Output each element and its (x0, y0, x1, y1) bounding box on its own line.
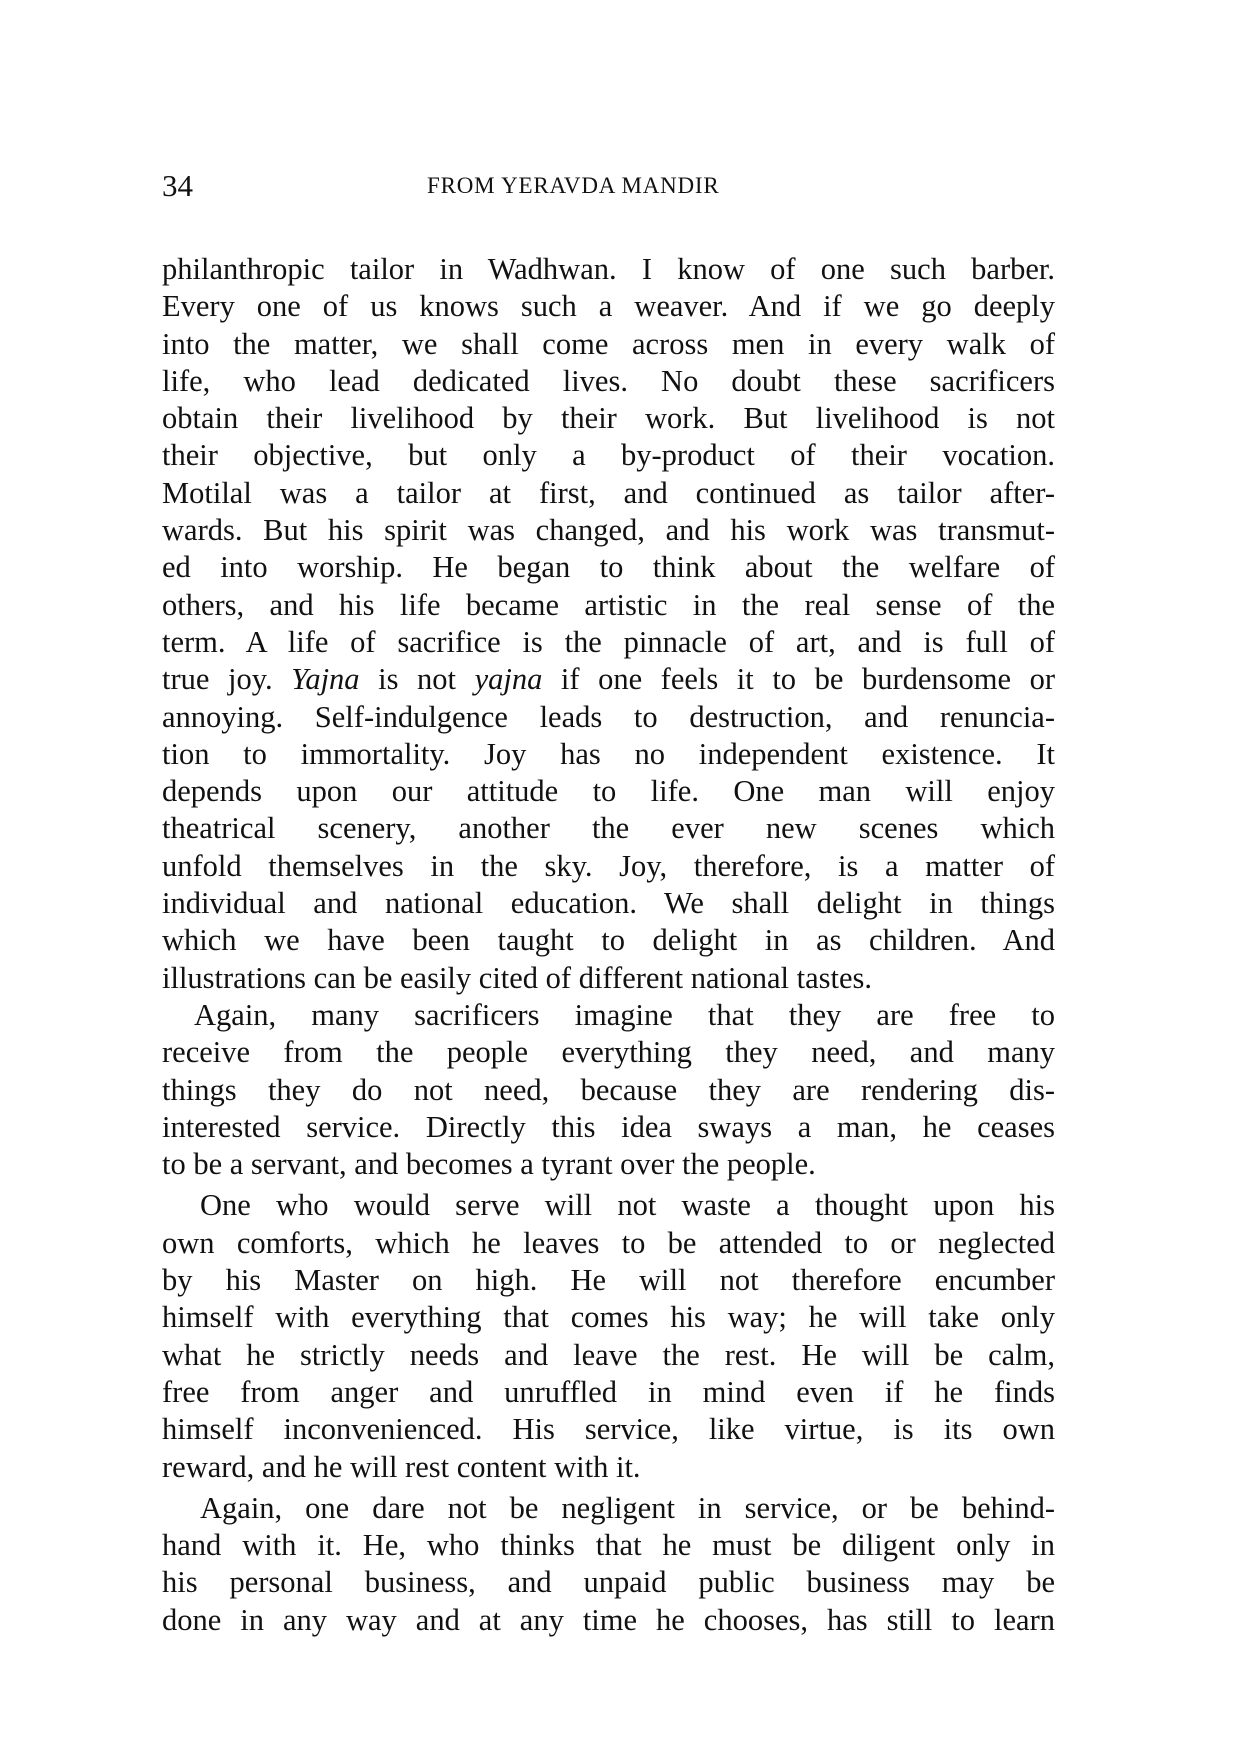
text-line: life, who lead dedicated lives. No doubt these sacrificers (162, 363, 1055, 398)
page-number: 34 (162, 168, 193, 203)
text-line: others, and his life became artistic in the real sense of the (162, 587, 1055, 622)
text-line: which we have been taught to delight in as children. And (162, 923, 1055, 958)
paragraph-4 (162, 1490, 1055, 1639)
text-line: obtain their livelihood by their work. But livelihood is not (162, 401, 1055, 436)
text-line: their objective, but only a by-product of their vocation. (162, 438, 1055, 473)
paragraph-1 (162, 251, 1055, 997)
text-run: if one feels it to be burdensome or (542, 662, 1055, 697)
italic-term: yajna (474, 662, 543, 697)
text-run: is not (359, 662, 475, 697)
text-line: Again, many sacrificers imagine that they are free to (194, 997, 1055, 1032)
text-line: himself inconvenienced. His service, like virtue, is its own (162, 1412, 1055, 1447)
text-line: illustrations can be easily cited of different national tastes. (162, 960, 873, 995)
running-head (162, 166, 1055, 206)
text-line: theatrical scenery, another the ever new scenes which (162, 811, 1055, 846)
text-run: true joy. (162, 662, 292, 697)
text-line: philanthropic tailor in Wadhwan. I know of one such barber. (162, 252, 1055, 286)
text-line: term. A life of sacrifice is the pinnacle of art, and is full of (162, 624, 1055, 659)
text-line: things they do not need, because they are rendering dis- (162, 1072, 1055, 1107)
text-line: unfold themselves in the sky. Joy, therefore, is a matter of (162, 848, 1055, 883)
text-line: One who would serve will not waste a thought upon his (200, 1188, 1055, 1223)
text-line: Motilal was a tailor at first, and continued as tailor after- (162, 475, 1055, 510)
text-line: hand with it. He, who thinks that he must be diligent only in (162, 1528, 1055, 1563)
paragraph-2 (162, 997, 1055, 1183)
text-line: Again, one dare not be negligent in service, or be behind- (200, 1490, 1055, 1525)
text-line: annoying. Self-indulgence leads to destruction, and renuncia- (162, 699, 1055, 734)
text-line-with-italics (162, 661, 1055, 698)
text-line: what he strictly needs and leave the rest. He will be calm, (162, 1337, 1055, 1372)
text-line: own comforts, which he leaves to be attended to or neglected (162, 1225, 1055, 1260)
text-line: into the matter, we shall come across men in every walk of (162, 326, 1055, 361)
body-text (162, 251, 1055, 1639)
text-line: done in any way and at any time he chooses, has still to learn (162, 1602, 1055, 1637)
text-line: individual and national education. We shall delight in things (162, 886, 1055, 921)
text-line: free from anger and unruffled in mind even if he finds (162, 1374, 1055, 1409)
text-line: wards. But his spirit was changed, and his work was transmut- (162, 513, 1055, 548)
text-line: his personal business, and unpaid public business may be (162, 1565, 1055, 1600)
text-line: interested service. Directly this idea sways a man, he ceases (162, 1109, 1055, 1144)
italic-term: Yajna (291, 662, 360, 697)
text-line: depends upon our attitude to life. One man will enjoy (162, 774, 1055, 809)
text-line: ed into worship. He began to think about the welfare of (162, 550, 1055, 585)
text-line: tion to immortality. Joy has no independent existence. It (162, 736, 1055, 771)
running-title: FROM YERAVDA MANDIR (427, 173, 720, 198)
text-line: receive from the people everything they need, and many (162, 1035, 1055, 1070)
text-line: reward, and he will rest content with it. (162, 1449, 641, 1484)
paragraph-3 (162, 1187, 1055, 1485)
text-line: to be a servant, and becomes a tyrant over the people. (162, 1147, 816, 1182)
text-line: himself with everything that comes his way; he will take only (162, 1300, 1055, 1335)
text-line: Every one of us knows such a weaver. And if we go deeply (162, 289, 1055, 324)
text-line: by his Master on high. He will not therefore encumber (162, 1263, 1055, 1298)
